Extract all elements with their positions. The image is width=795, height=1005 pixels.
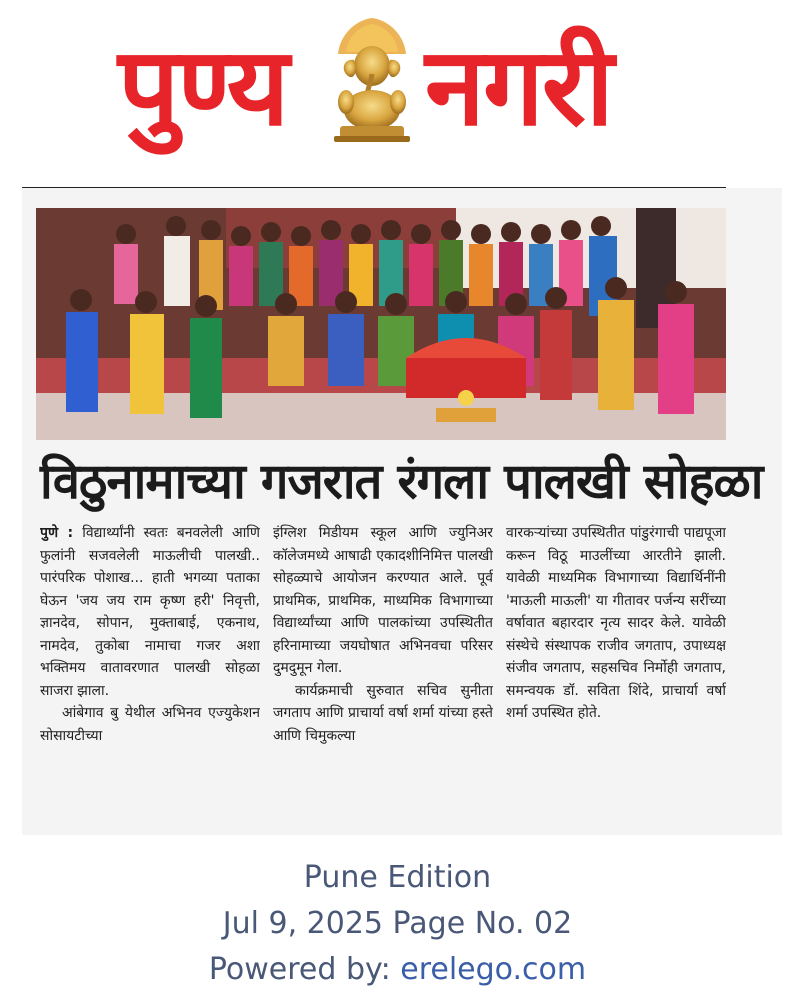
- article-paragraph: [40, 702, 260, 747]
- masthead-left-word: पुण्य: [118, 25, 288, 150]
- powered-by-label: Powered by:: [208, 952, 391, 987]
- erelego-link[interactable]: erelego.com: [400, 952, 587, 987]
- powered-by: [0, 952, 795, 987]
- article-text: कार्यक्रमाची सुरुवात सचिव सुनीता जगताप आणि प्राचार्या वर्षा शर्मा यांच्या हस्ते आणि चिमुकल्या: [273, 682, 493, 744]
- article-paragraph: [273, 680, 493, 748]
- group-photo: [36, 208, 726, 440]
- article-text: विद्यार्थ्यांनी स्वतः बनवलेली आणि फुलांनी सजवलेली माऊलीची पालखी.. पारंपरिक पोशाख... हाती भगव्या पताका घेऊन 'जय जय राम कृष्ण हरी' निवृत्ती, ज्ञानदेव, सोपान, मुक्ताबाई, एकनाथ, नामदेव, तुकोबा नामाचा गजर अशा भक्तिमय वातावरणात पालखी सोहळा साजरा झाला.: [40, 525, 260, 699]
- article-text: इंग्लिश मिडीयम स्कूल आणि ज्युनिअर कॉलेजमध्ये आषाढी एकादशीनिमित्त पालखी सोहळ्याचे आयोजन करण्यात आले. पूर्व प्राथमिक, प्राथमिक, माध्यमिक विभागाच्या विद्यार्थ्यांच्या आणि पालकांच्या उपस्थितीत हरिनामाच्या जयघोषात अभिनवचा परिसर दुमदुमून गेला.: [273, 525, 493, 676]
- date-page-label: Jul 9, 2025 Page No. 02: [222, 906, 573, 941]
- article-dateline: पुणे :: [40, 525, 74, 541]
- masthead-right-word: नगरी: [425, 25, 612, 150]
- article-column-1: [40, 522, 260, 834]
- article-paragraph: [40, 522, 260, 702]
- article-text: आंबेगाव बु येथील अभिनव एज्युकेशन सोसायटीच्या: [40, 705, 260, 744]
- article-text: वारकऱ्यांच्या उपस्थितीत पांडुरंगाची पाद्यपूजा करून विठू माउलींच्या आरतीने झाली. यावेळी माध्यमिक विभागाच्या विद्यार्थिनींनी 'माऊली माऊली' या गीतावर पर्जन्य सरींच्या वर्षावात बहारदार नृत्य सादर केले. यावेळी संस्थेचे संस्थापक राजीव जगताप, उपाध्यक्ष संजीव जगताप, सहसचिव निर्मोही जगताप, समन्वयक डॉ. सविता शिंदे, प्राचार्या वर्षा शर्मा उपस्थित होते.: [506, 525, 726, 721]
- article-column-2: [273, 522, 493, 834]
- article-body: [40, 522, 730, 834]
- masthead: [0, 0, 795, 180]
- edition-label: Pune Edition: [303, 860, 492, 895]
- ganesha-idol-icon: [326, 14, 418, 144]
- group-photo-illustration: [36, 208, 726, 440]
- article-headline: विठुनामाच्या गजरात रंगला पालखी सोहळा: [40, 453, 763, 510]
- article-column-3: [506, 522, 726, 834]
